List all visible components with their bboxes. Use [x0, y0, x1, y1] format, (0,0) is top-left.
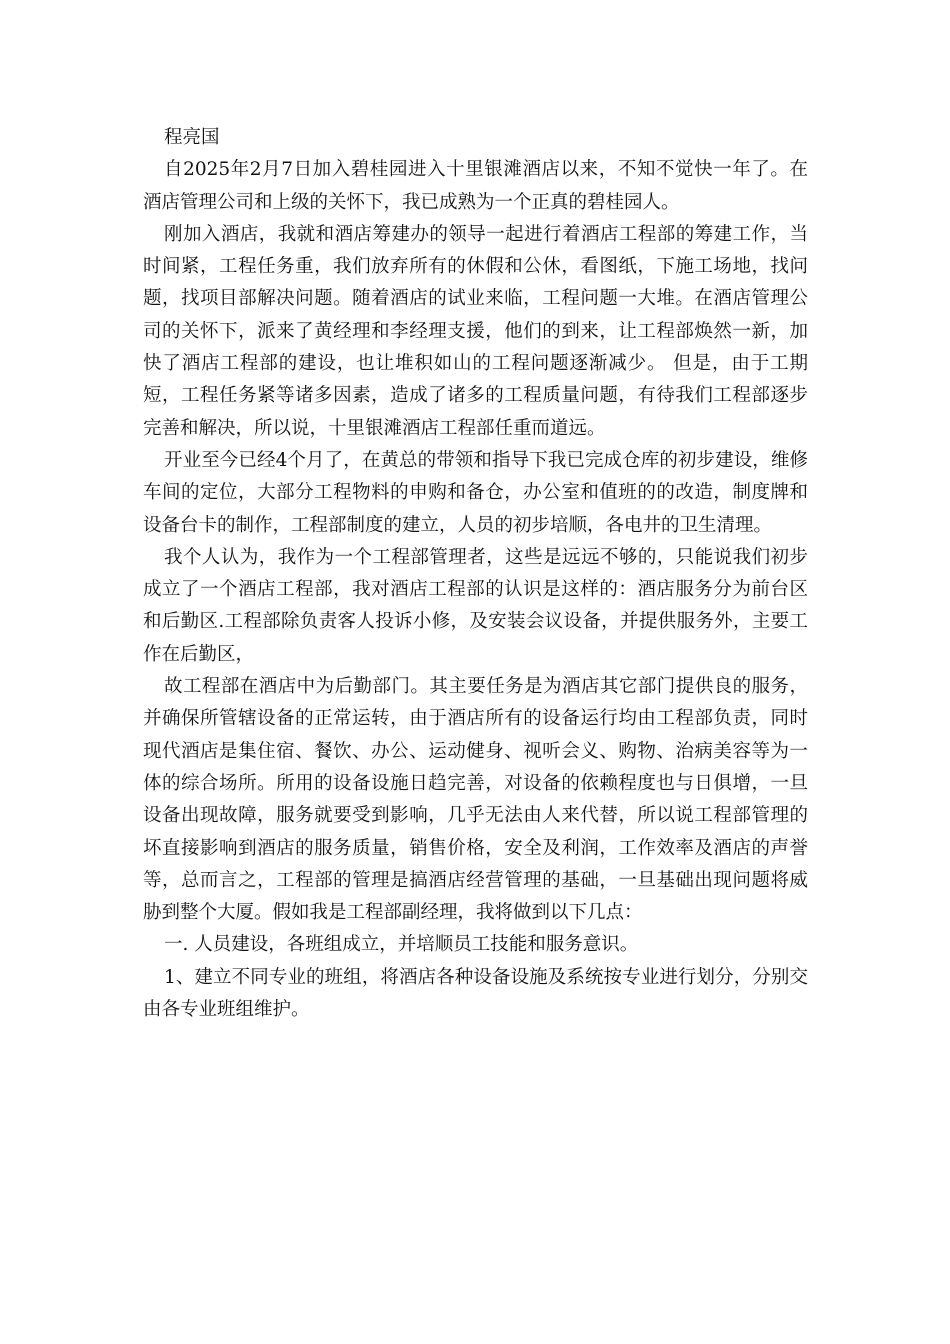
paragraph-2: 刚加入酒店，我就和酒店筹建办的领导一起进行着酒店工程部的筹建工作，当时间紧，工程任务重，我们放弃所有的休假和公休，看图纸，下施工场地，找问题，找项目部解决问题。随着酒店的试业来临，工程问题一大堆。在酒店管理公司的关怀下，派来了黄经理和李经理支援，他们的到来，让工程部焕然一新，加快了酒店工程部的建设，也让堆积如山的工程问题逐渐减少。 但是，由于工期短，工程任务紧等诸多因素，造成了诸多的工程质量问题，有待我们工程部逐步完善和解决，所以说，十里银滩酒店工程部任重而道远。 [143, 223, 808, 439]
section-heading-1: 一. 人员建设，各班组成立，并培顺员工技能和服务意识。 [164, 934, 639, 956]
list-item-1: 1、建立不同专业的班组，将酒店各种设备设施及系统按专业进行划分，分别交由各专业班组维护。 [143, 966, 808, 1021]
document-body [143, 122, 808, 1026]
paragraph-3: 开业至今已经4个月了，在黄总的带领和指导下我已完成仓库的初步建设，维修车间的定位，大部分工程物料的申购和备仓，办公室和值班的的改造，制度牌和设备台卡的制作，工程部制度的建立，人员的初步培顺，各电井的卫生清理。 [143, 449, 808, 536]
paragraph-5: 故工程部在酒店中为后勤部门。其主要任务是为酒店其它部门提供良的服务，并确保所管辖设备的正常运转，由于酒店所有的设备运行均由工程部负责，同时现代酒店是集住宿、餐饮、办公、运动健身、视听会义、购物、治病美容等为一体的综合场所。所用的设备设施日趋完善，对设备的依赖程度也与日俱增，一旦设备出现故障，服务就要受到影响，几乎无法由人来代替，所以说工程部管理的坏直接影响到酒店的服务质量，销售价格，安全及利润，工作效率及酒店的声誉等，总而言之，工程部的管理是搞酒店经营管理的基础，一旦基础出现问题将威胁到整个大厦。假如我是工程部副经理，我将做到以下几点： [143, 676, 808, 924]
paragraph-1: 自2025年2月7日加入碧桂园进入十里银滩酒店以来，不知不觉快一年了。在酒店管理公司和上级的关怀下，我已成熟为一个正真的碧桂园人。 [143, 159, 808, 213]
author-name: 程亮国 [164, 127, 220, 148]
paragraph-4: 我个人认为，我作为一个工程部管理者，这些是远远不够的，只能说我们初步成立了一个酒店工程部，我对酒店工程部的认识是这样的：酒店服务分为前台区和后勤区.工程部除负责客人投诉小修，及安装会议设备，并提供服务外，主要工作在后勤区， [143, 546, 808, 665]
